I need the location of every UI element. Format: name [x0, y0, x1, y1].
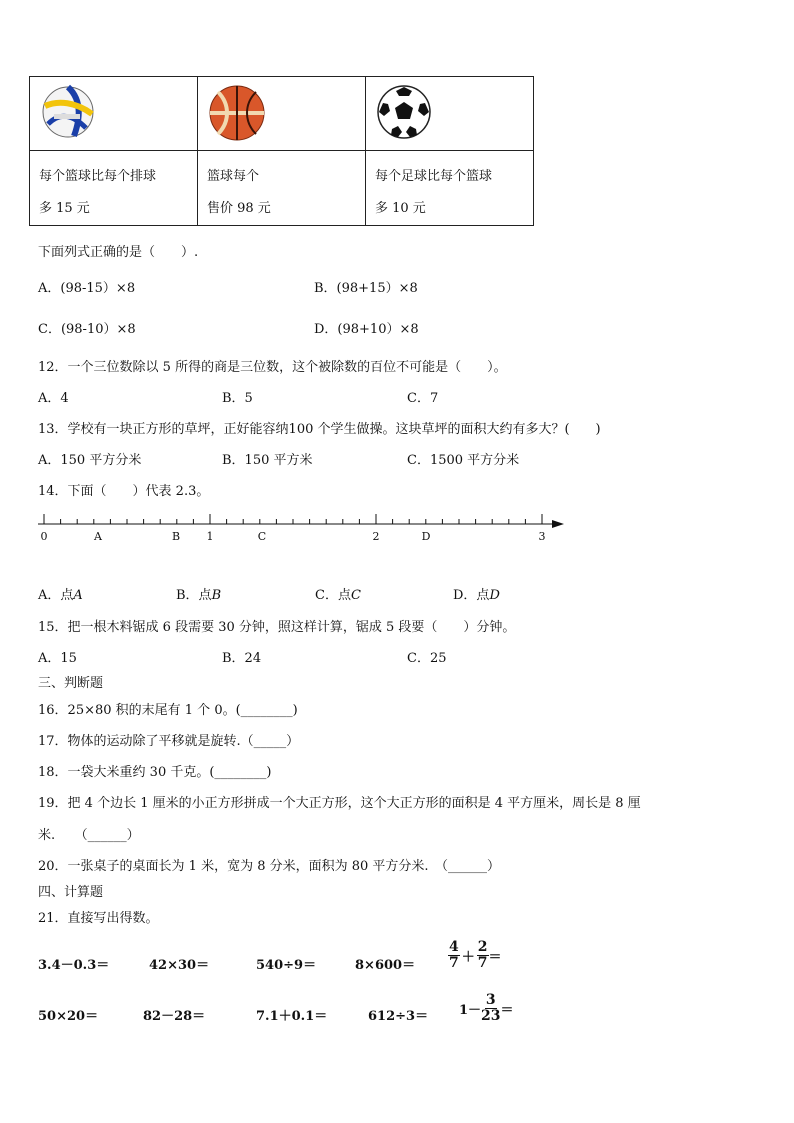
q14-option-c[interactable]	[315, 584, 361, 603]
q11-option-b[interactable]: B．(98+15）×8	[314, 281, 418, 296]
lead-term: 1－	[459, 1002, 482, 1018]
numerator: 2	[477, 939, 488, 955]
q13-stem: 13．学校有一块正方形的草坪，正好能容纳100 个学生做操。这块草坪的面积大约有多大？( )	[38, 422, 601, 437]
q13-option-b[interactable]: B．150 平方米	[222, 453, 313, 468]
section-3-heading: 三、判断题	[38, 676, 104, 691]
basketball-text-cell	[197, 151, 365, 226]
calc-1-5	[448, 940, 502, 970]
price-table	[29, 76, 534, 226]
q15-option-b[interactable]: B．24	[222, 651, 262, 666]
calc-1-2: 42×30＝	[149, 958, 210, 973]
calc-2-2: 82－28＝	[143, 1009, 206, 1024]
q16: 16．25×80 积的末尾有 1 个 0。(________)	[38, 703, 298, 718]
denominator: 7	[477, 954, 488, 971]
numline-label-C: C	[257, 530, 267, 543]
equals-sign: ＝	[500, 1002, 514, 1018]
q15-stem: 15．把一根木料锯成 6 段需要 30 分钟，照这样计算，锯成 5 段要（ ）分钟。	[38, 620, 516, 635]
volleyball-icon	[40, 84, 96, 140]
cell-line: 每个篮球比每个排球	[39, 169, 157, 184]
calc-2-5	[459, 993, 514, 1023]
cell-line: 售价 98 元	[206, 201, 271, 216]
option-letter: A	[73, 588, 83, 603]
numline-label-B: B	[171, 530, 181, 543]
q19-line-2: 米. （______）	[38, 828, 140, 843]
section-4-heading: 四、计算题	[38, 885, 104, 900]
option-letter: D	[489, 588, 500, 603]
q15-option-a[interactable]: A．15	[38, 651, 77, 666]
tick-marks	[44, 514, 542, 524]
cell-line: 篮球每个	[206, 169, 259, 184]
calc-2-4: 612÷3＝	[368, 1009, 429, 1024]
q20: 20．一张桌子的桌面长为 1 米，宽为 8 分米，面积为 80 平方分米. （______）	[38, 859, 501, 874]
numline-label-D: D	[421, 530, 431, 543]
volleyball-cell	[30, 77, 198, 151]
soccer-text-cell	[365, 151, 533, 226]
q13-option-a[interactable]: A．150 平方分米	[38, 453, 142, 468]
q11-option-a[interactable]: A．(98-15）×8	[38, 281, 136, 296]
calc-2-3: 7.1＋0.1＝	[256, 1009, 328, 1024]
denominator: 7	[449, 954, 459, 971]
q11-option-d[interactable]: D．(98+10）×8	[314, 322, 419, 337]
plus-sign: ＋	[461, 949, 475, 965]
soccer-ball-icon	[376, 84, 432, 140]
denominator: 23	[481, 1007, 501, 1024]
cell-line: 多 15 元	[39, 201, 90, 216]
cell-line: 每个足球比每个篮球	[374, 169, 492, 184]
calc-1-4: 8×600＝	[355, 958, 416, 973]
q18: 18．一袋大米重约 30 千克。(________)	[38, 765, 272, 780]
volleyball-text-cell	[30, 151, 198, 226]
numline-label-1: 1	[206, 530, 214, 543]
q17: 17．物体的运动除了平移就是旋转.（_____）	[38, 734, 300, 749]
q13-option-c[interactable]: C．1500 平方分米	[407, 453, 520, 468]
equals-sign: ＝	[488, 949, 502, 965]
option-text: A．点	[38, 588, 74, 603]
soccer-ball-cell	[365, 77, 533, 151]
fraction	[477, 940, 489, 970]
q12-option-c[interactable]: C．7	[407, 391, 439, 406]
option-text: C．点	[315, 588, 351, 603]
basketball-cell	[197, 77, 365, 151]
option-text: D．点	[453, 588, 490, 603]
calc-1-3: 540÷9＝	[256, 958, 317, 973]
fraction	[481, 993, 500, 1023]
q14-option-d[interactable]	[453, 584, 500, 603]
q12-stem: 12．一个三位数除以 5 所得的商是三位数，这个被除数的百位不可能是（ ）。	[38, 360, 507, 375]
numline-label-A: A	[94, 530, 102, 543]
option-letter: B	[211, 588, 222, 603]
basketball-icon	[208, 84, 266, 142]
q11-option-c[interactable]: C．(98-10）×8	[38, 322, 136, 337]
q15-option-c[interactable]: C．25	[407, 651, 447, 666]
calc-2-1: 50×20＝	[38, 1009, 99, 1024]
q14-option-b[interactable]	[176, 584, 221, 603]
numerator: 3	[485, 992, 496, 1008]
number-line	[36, 510, 566, 544]
option-letter: C	[350, 588, 361, 603]
q19-line-1: 19．把 4 个边长 1 厘米的小正方形拼成一个大正方形，这个大正方形的面积是 4 平方厘米，周长是 8 厘	[38, 796, 641, 811]
numline-label-3: 3	[538, 530, 546, 543]
q11-stem: 下面列式正确的是（ ）.	[38, 245, 199, 260]
numerator: 4	[449, 939, 459, 955]
cell-line: 多 10 元	[374, 201, 426, 216]
fraction	[448, 940, 460, 970]
q14-option-a[interactable]	[38, 584, 83, 603]
option-text: B．点	[176, 588, 212, 603]
calc-1-1: 3.4－0.3＝	[38, 958, 110, 973]
q21: 21．直接写出得数。	[38, 911, 159, 926]
q12-option-a[interactable]: A．4	[38, 391, 69, 406]
numline-label-2: 2	[372, 530, 380, 543]
q14-stem: 14．下面（ ）代表 2.3。	[38, 484, 210, 499]
q12-option-b[interactable]: B．5	[222, 391, 253, 406]
numline-label-0: 0	[40, 530, 48, 543]
